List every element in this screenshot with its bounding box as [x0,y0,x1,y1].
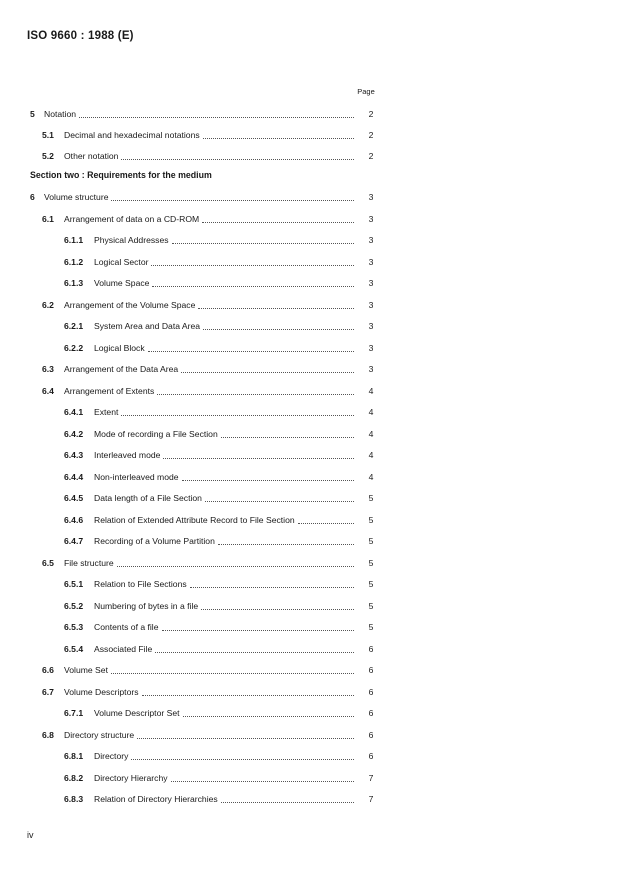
toc-entry[interactable] [0,470,620,484]
toc-entry[interactable] [0,341,620,355]
toc-entry-title: Data length of a File Section [94,493,202,503]
toc-entry-title: Arrangement of the Volume Space [64,299,196,310]
toc-entry-number: 6.4 [42,385,54,396]
toc-entry-number: 6.1 [42,213,54,224]
toc-entry-number: 6 [30,192,35,202]
toc-entry-leader [94,513,354,527]
toc-entry-title: Relation of Extended Attribute Record to File Section [94,514,295,525]
toc-entry-number: 6.8.2 [64,772,84,783]
dot-leader [79,117,354,118]
toc-entry-leader [64,556,354,570]
toc-entry[interactable] [0,706,620,720]
dot-leader [162,630,355,631]
toc-entry-page: 6 [368,665,374,675]
toc-entry[interactable] [0,362,620,376]
toc-entry[interactable] [0,448,620,462]
toc-entry-number: 6.1.2 [64,256,84,267]
toc-entry-page: 7 [368,772,374,783]
dot-leader [172,243,354,244]
toc-entry-page: 3 [368,213,374,224]
toc-entry-page: 5 [368,557,374,568]
toc-entry-leader [44,107,354,121]
toc-entry[interactable] [0,513,620,527]
dot-leader [203,138,354,139]
toc-entry-number: 6.5.4 [64,643,84,654]
toc-entry[interactable] [0,427,620,441]
dot-leader [221,802,354,803]
toc-entry-title: Arrangement of Extents [64,385,155,396]
toc-entry-leader [94,792,354,806]
toc-entry-title: Arrangement of the Data Area [64,364,179,374]
toc-entry-number: 6.8.3 [64,794,84,804]
toc-entry-number: 6.4.6 [64,514,84,525]
toc-entry-title: Numbering of bytes in a file [94,600,199,611]
toc-entry[interactable] [0,212,620,226]
section-heading: Section two : Requirements for the medium [30,170,212,180]
dot-leader [131,759,354,760]
toc-entry-leader [94,620,354,634]
toc-entry-leader [94,642,354,656]
toc-entry-page: 5 [368,622,374,632]
toc-entry[interactable] [0,149,620,163]
dot-leader [151,265,354,266]
toc-entry-number: 5.2 [42,151,54,162]
toc-entry-title: Volume Space [94,278,150,288]
toc-entry-leader [64,384,354,398]
toc-entry-title: Directory structure [64,729,135,740]
toc-entry[interactable] [0,491,620,505]
toc-entry-page: 6 [368,686,374,697]
toc-entry-title: Contents of a file [94,622,159,632]
dot-leader [117,566,354,567]
toc-entry-leader [94,405,354,419]
dot-leader [218,544,354,545]
toc-entry-title: Logical Sector [94,256,149,267]
dot-leader [111,673,354,674]
dot-leader [183,716,355,717]
toc-entry-number: 6.7 [42,686,54,697]
toc-entry-page: 7 [368,794,374,804]
toc-entry-title: Volume Descriptors [64,686,139,697]
toc-entry-page: 4 [368,407,374,417]
toc-entry-number: 6.8.1 [64,751,84,761]
toc-entry-number: 6.4.5 [64,493,84,503]
toc-entry-title: Volume Descriptor Set [94,708,180,718]
toc-entry-leader [64,212,354,226]
toc-entry-leader [64,362,354,376]
toc-entry-number: 6.2.1 [64,321,84,331]
toc-entry-title: Other notation [64,151,119,162]
dot-leader [148,351,354,352]
dot-leader [163,458,354,459]
toc-entry[interactable] [0,728,620,742]
toc-entry[interactable] [0,384,620,398]
toc-entry[interactable] [0,233,620,247]
dot-leader [221,437,354,438]
toc-entry-title: Interleaved mode [94,450,161,460]
toc-entry[interactable] [0,749,620,763]
toc-entry-page: 6 [368,643,374,654]
toc-entry-number: 6.6 [42,665,54,675]
dot-leader [205,501,354,502]
toc-entry-leader [94,276,354,290]
toc-entry-leader [64,685,354,699]
toc-entry-leader [64,149,354,163]
dot-leader [152,286,354,287]
toc-entry-leader [94,319,354,333]
toc-entry[interactable] [0,255,620,269]
toc-entry-number: 6.5.3 [64,622,84,632]
toc-entry[interactable] [0,190,620,204]
toc-entry-leader [94,706,354,720]
dot-leader [201,609,354,610]
toc-entry-title: System Area and Data Area [94,321,201,331]
toc-entry-number: 6.4.3 [64,450,84,460]
toc-entry-leader [94,749,354,763]
toc-entry-title: Associated File [94,643,153,654]
toc-entry-page: 2 [368,130,374,141]
toc-entry-page: 6 [368,751,374,761]
toc-entry-page: 6 [368,708,374,718]
toc-entry-leader [94,341,354,355]
page-column-label: Page [357,87,375,96]
toc-entry-page: 4 [368,471,374,482]
toc-entry-page: 3 [368,299,374,310]
dot-leader [142,695,354,696]
toc-entry-page: 2 [368,109,374,119]
dot-leader [190,587,354,588]
toc-entry-leader [94,470,354,484]
toc-entry-number: 6.2.2 [64,342,84,353]
toc-entry-page: 4 [368,450,374,460]
dot-leader [182,480,354,481]
toc-entry-leader [64,298,354,312]
toc-entry-title: Volume Set [64,665,108,675]
dot-leader [111,200,354,201]
toc-entry-page: 2 [368,151,374,162]
toc-entry-leader [94,448,354,462]
toc-entry-number: 6.4.2 [64,428,84,439]
toc-entry-page: 3 [368,235,374,245]
toc-entry[interactable] [0,534,620,548]
toc-entry-leader [44,190,354,204]
toc-entry-title: Recording of a Volume Partition [94,536,215,546]
page-number-footer: iv [27,830,34,840]
toc-entry-page: 5 [368,579,374,589]
toc-entry-page: 3 [368,278,374,288]
toc-entry-leader [94,577,354,591]
dot-leader [202,222,354,223]
toc-entry-title: Notation [44,109,77,119]
toc-entry[interactable] [0,642,620,656]
toc-entry[interactable] [0,298,620,312]
toc-entry-page: 4 [368,385,374,396]
toc-entry-number: 6.8 [42,729,54,740]
toc-entry-title: Relation of Directory Hierarchies [94,794,218,804]
toc-entry-number: 6.1.3 [64,278,84,288]
toc-entry[interactable] [0,107,620,121]
toc-entry-title: Volume structure [44,192,109,202]
toc-entry-leader [64,728,354,742]
toc-entry[interactable] [0,792,620,806]
toc-entry-title: Directory [94,751,129,761]
toc-entry-title: Decimal and hexadecimal notations [64,130,200,141]
toc-entry[interactable] [0,663,620,677]
toc-entry-leader [64,128,354,142]
toc-entry-title: Mode of recording a File Section [94,428,218,439]
dot-leader [181,372,354,373]
toc-entry-number: 6.4.4 [64,471,84,482]
document-header: ISO 9660 : 1988 (E) [27,30,134,42]
toc-entry-page: 3 [368,342,374,353]
toc-entry-leader [94,599,354,613]
toc-entry[interactable] [0,276,620,290]
dot-leader [171,781,354,782]
toc-entry-page: 5 [368,493,374,503]
dot-leader [121,159,354,160]
toc-entry[interactable] [0,319,620,333]
toc-entry-page: 3 [368,256,374,267]
toc-entry-page: 3 [368,192,374,202]
toc-entry[interactable] [0,577,620,591]
toc-entry-leader [94,233,354,247]
toc-entry-number: 6.7.1 [64,708,84,718]
toc-entry-title: Non-interleaved mode [94,471,179,482]
toc-entry-number: 6.3 [42,364,54,374]
toc-entry-page: 5 [368,536,374,546]
dot-leader [121,415,354,416]
toc-entry-leader [94,255,354,269]
toc-entry-page: 3 [368,364,374,374]
toc-entry-leader [94,534,354,548]
toc-entry-page: 5 [368,600,374,611]
toc-entry-title: Arrangement of data on a CD-ROM [64,213,200,224]
toc-entry[interactable] [0,620,620,634]
toc-entry-page: 4 [368,428,374,439]
toc-entry-title: Directory Hierarchy [94,772,168,783]
toc-entry-leader [64,663,354,677]
toc-entry-number: 6.2 [42,299,54,310]
toc-entry[interactable] [0,128,620,142]
dot-leader [298,523,354,524]
toc-entry-number: 5.1 [42,130,54,141]
toc-entry-page: 3 [368,321,374,331]
dot-leader [157,394,354,395]
dot-leader [137,738,354,739]
dot-leader [198,308,354,309]
toc-entry[interactable] [0,771,620,785]
toc-entry-title: Logical Block [94,342,145,353]
toc-entry-number: 6.1.1 [64,235,84,245]
toc-entry-title: Extent [94,407,119,417]
toc-entry[interactable] [0,685,620,699]
dot-leader [203,329,354,330]
toc-entry-number: 6.5.2 [64,600,84,611]
toc-entry-number: 6.5.1 [64,579,84,589]
toc-entry-number: 5 [30,109,35,119]
toc-entry[interactable] [0,405,620,419]
toc-entry-title: Relation to File Sections [94,579,187,589]
toc-entry-leader [94,491,354,505]
toc-entry-leader [94,771,354,785]
toc-entry-number: 6.4.7 [64,536,84,546]
toc-entry-title: Physical Addresses [94,235,169,245]
toc-entry-leader [94,427,354,441]
toc-entry[interactable] [0,599,620,613]
dot-leader [155,652,354,653]
toc-entry[interactable] [0,556,620,570]
toc-entry-number: 6.4.1 [64,407,84,417]
toc-entry-number: 6.5 [42,557,54,568]
toc-entry-page: 5 [368,514,374,525]
toc-entry-page: 6 [368,729,374,740]
toc-entry-title: File structure [64,557,114,568]
